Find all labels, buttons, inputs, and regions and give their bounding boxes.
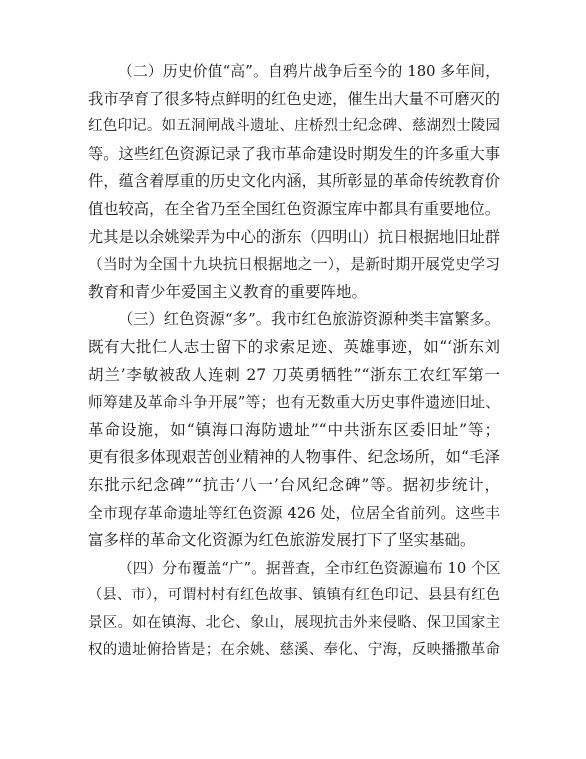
text-line: （三）红色资源“多”。我市红色旅游资源种类丰富繁多。 (118, 310, 500, 329)
text-line: 权的遗址俯拾皆是；在余姚、慈溪、奉化、宁海，反映播撒革命 (88, 642, 500, 659)
text-line: （二）历史价值“高”。自鸦片战争后至今的 180 多年间， (118, 63, 500, 80)
text-line: 胡兰’李敏被敌人连刺 27 刀英勇牺牲”“浙东工农红军第一 (88, 365, 500, 384)
text-line: 更有很多体现艰苦创业精神的人物事件、纪念场所，如“毛泽 (88, 448, 500, 467)
text-line: 富多样的革命文化资源为红色旅游发展打下了坚实基础。 (88, 531, 476, 550)
text-line: （县、市），可谓村村有红色故事、镇镇有红色印记、县县有红色 (88, 587, 500, 604)
text-line: 我市孕育了很多特点鲜明的红色史迹，催生出大量不可磨灭的 (88, 89, 500, 108)
text-line: 师筹建及革命斗争开展”等；也有无数重大历史事件遗迹旧址、 (88, 394, 500, 412)
text-line: 件，蕴含着厚重的历史文化内涵，其所彰显的革命传统教育价 (88, 172, 500, 191)
text-line: 革命设施，如“镇海口海防遗址”“中共浙东区委旧址”等； (88, 420, 500, 439)
text-line: （当时为全国十九块抗日根据地之一），是新时期开展党史学习 (88, 256, 500, 274)
text-line: 等。这些红色资源记录了我市革命建设时期发生的许多重大事 (88, 144, 500, 163)
text-line: 全市现存革命遗址等红色资源 426 处，位居全省前列。这些丰 (88, 504, 500, 522)
text-line: 红色印记。如五洞闸战斗遗址、庄桥烈士纪念碑、慈湖烈士陵园 (88, 118, 500, 135)
text-line: （四）分布覆盖“广”。据普查，全市红色资源遍布 10 个区 (118, 559, 500, 577)
text-line: 教育和青少年爱国主义教育的重要阵地。 (88, 282, 368, 301)
paragraph-resource-abundance (88, 306, 500, 554)
text-line: 东批示纪念碑”“抗击‘八一’台风纪念碑”等。据初步统计， (88, 475, 500, 494)
text-line: 尤其是以余姚梁弄为中心的浙东（四明山）抗日根据地旧址群 (88, 227, 500, 246)
text-line: 景区。如在镇海、北仑、象山，展现抗击外来侵略、保卫国家主 (88, 614, 500, 631)
paragraph-history-value (88, 58, 500, 306)
text-line: 既有大批仁人志士留下的求索足迹、英雄事迹，如“‘浙东刘 (88, 337, 500, 356)
paragraph-coverage (88, 555, 500, 665)
text-line: 值也较高，在全省乃至全国红色资源宝库中都具有重要地位。 (88, 199, 500, 218)
body-text (88, 58, 500, 665)
